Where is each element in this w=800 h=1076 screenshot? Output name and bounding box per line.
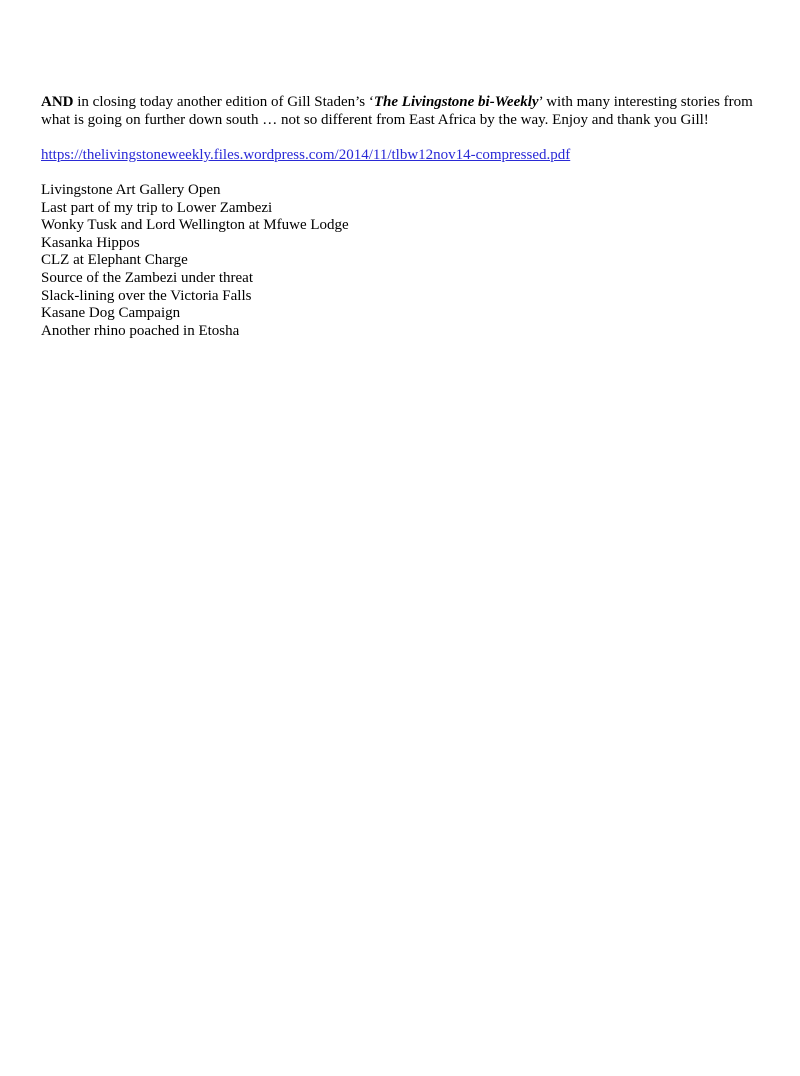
list-item: CLZ at Elephant Charge	[41, 252, 188, 269]
list-item: Kasane Dog Campaign	[41, 305, 181, 322]
intro-paragraph	[41, 94, 761, 129]
list-item: Kasanka Hippos	[41, 234, 140, 251]
list-item: Slack-lining over the Victoria Falls	[41, 287, 252, 304]
intro-lead-bold: AND	[41, 94, 74, 110]
list-item: Last part of my trip to Lower Zambezi	[41, 199, 273, 216]
intro-text-after-title: ’ with many interesting stories from what is going on further down south … not so different from East Africa by the way. Enjoy and thank you Gill!	[41, 94, 753, 128]
list-item: Wonky Tusk and Lord Wellington at Mfuwe Lodge	[41, 217, 349, 234]
list-item: Livingstone Art Gallery Open	[41, 181, 221, 198]
newsletter-pdf-link[interactable]: https://thelivingstoneweekly.files.wordpress.com/2014/11/tlbw12nov14-compressed.pdf	[41, 146, 571, 163]
intro-text-before-title: in closing today another edition of Gill Staden’s ‘	[73, 94, 374, 110]
list-item: Another rhino poached in Etosha	[41, 322, 240, 339]
story-list	[41, 182, 761, 340]
list-item: Source of the Zambezi under threat	[41, 269, 253, 286]
link-paragraph	[41, 147, 761, 165]
document-page	[41, 94, 761, 340]
newsletter-title: The Livingstone bi-Weekly	[373, 94, 539, 110]
